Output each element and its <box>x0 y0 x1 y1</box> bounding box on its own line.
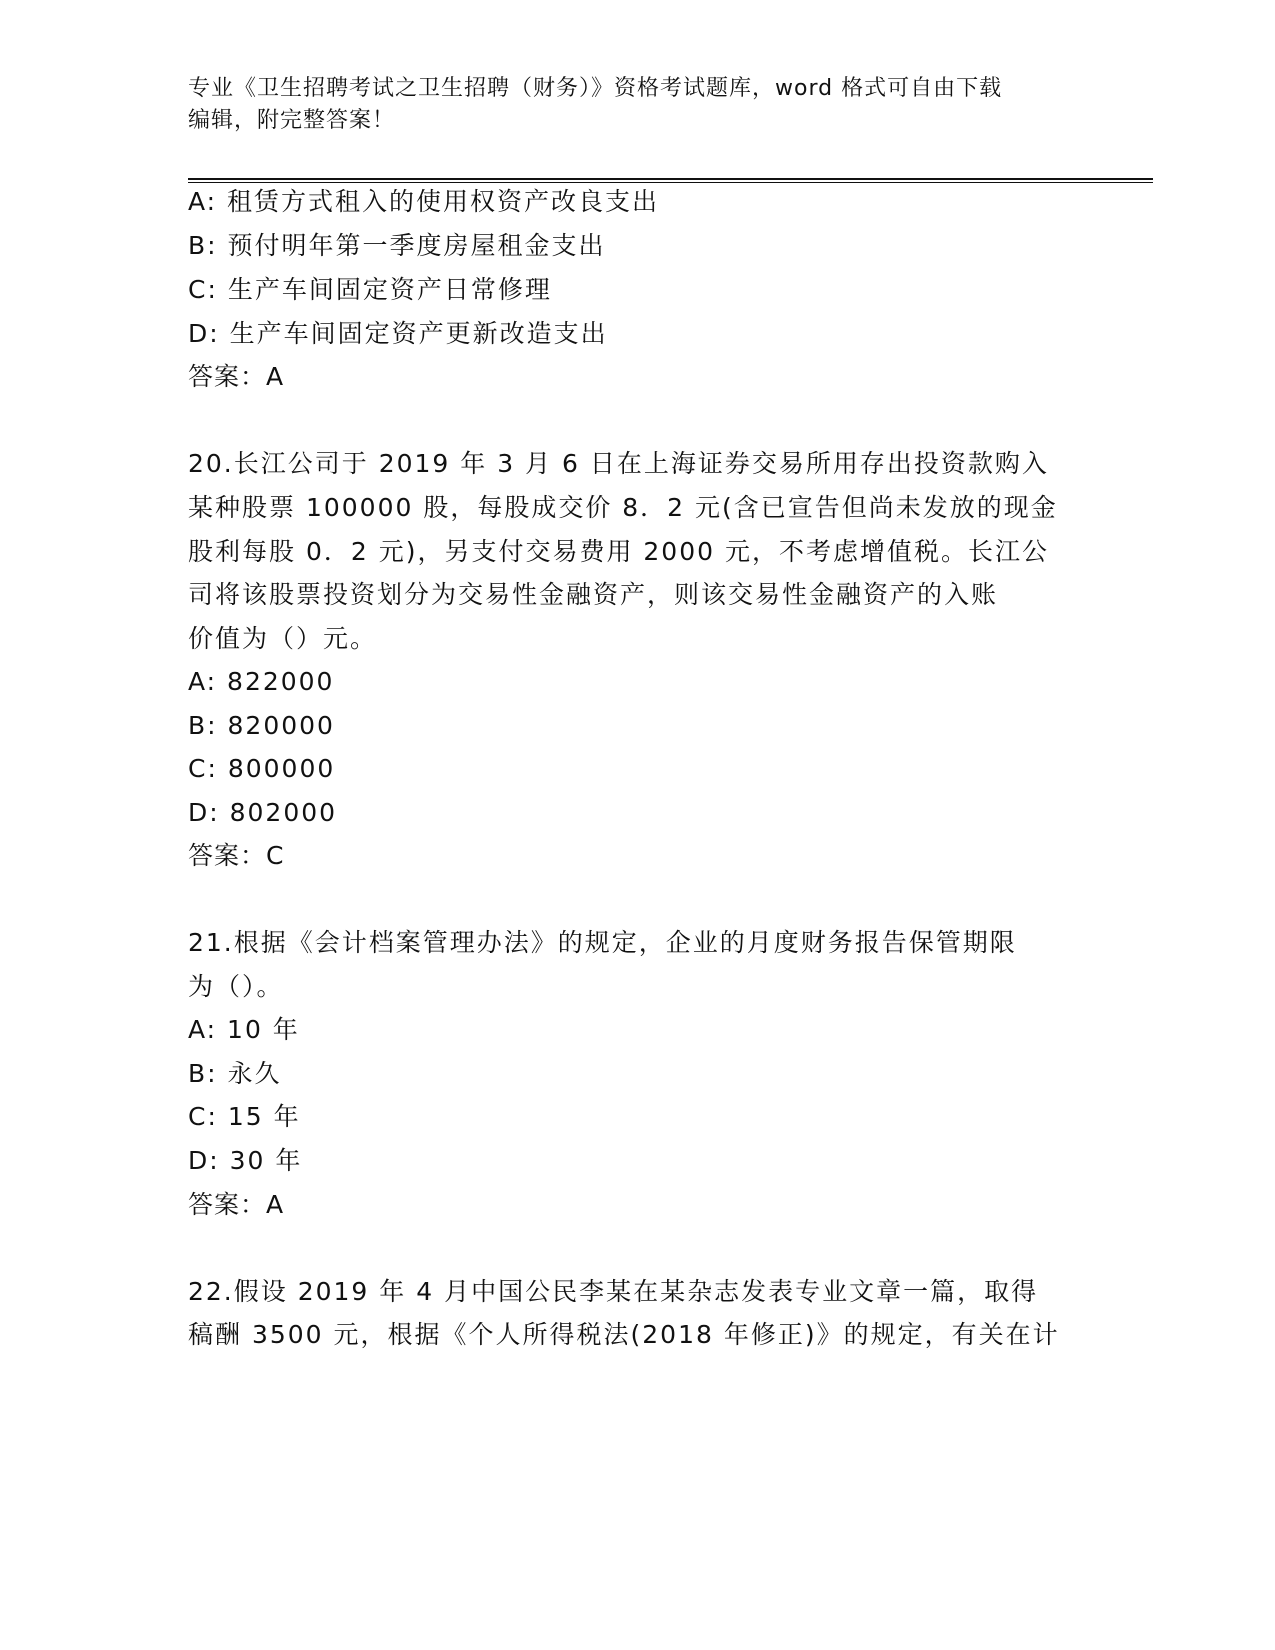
q21-option-a: A: 10 年 <box>188 1015 300 1044</box>
q20-option-b: B: 820000 <box>188 711 335 740</box>
q20-text-line-2: 某种股票 100000 股，每股成交价 8．2 元(含已宣告但尚未发放的现金 <box>188 493 1058 522</box>
header-divider <box>188 178 1153 183</box>
q22-text-line-1: 22.假设 2019 年 4 月中国公民李某在某杂志发表专业文章一篇，取得 <box>188 1277 1039 1306</box>
q20-option-d: D: 802000 <box>188 798 338 827</box>
q20-answer: 答案：C <box>188 841 285 870</box>
q20-option-c: C: 800000 <box>188 754 336 783</box>
q19-option-a: A: 租赁方式租入的使用权资产改良支出 <box>188 187 660 216</box>
q21-answer: 答案：A <box>188 1190 285 1219</box>
q20-text-line-5: 价值为（）元。 <box>188 624 378 653</box>
header-line-1: 专业《卫生招聘考试之卫生招聘（财务）》资格考试题库，word 格式可自由下载 <box>188 76 1003 101</box>
q20-text-line-3: 股利每股 0．2 元)，另支付交易费用 2000 元，不考虑增值税。长江公 <box>188 537 1049 566</box>
q20-text-line-4: 司将该股票投资划分为交易性金融资产，则该交易性金融资产的入账 <box>188 580 999 609</box>
q21-text-line-1: 21.根据《会计档案管理办法》的规定，企业的月度财务报告保管期限 <box>188 928 1017 957</box>
q22-text-line-2: 稿酬 3500 元，根据《个人所得税法(2018 年修正)》的规定，有关在计 <box>188 1320 1060 1349</box>
q21-option-d: D: 30 年 <box>188 1146 303 1175</box>
q21-option-c: C: 15 年 <box>188 1102 301 1131</box>
q19-option-d: D: 生产车间固定资产更新改造支出 <box>188 319 608 348</box>
q19-answer: 答案：A <box>188 362 285 391</box>
q20-option-a: A: 822000 <box>188 667 335 696</box>
document-header <box>188 73 1088 137</box>
q19-option-b: B: 预付明年第一季度房屋租金支出 <box>188 231 606 260</box>
q21-option-b: B: 永久 <box>188 1059 282 1088</box>
header-line-2: 编辑，附完整答案！ <box>188 108 396 133</box>
q19-option-c: C: 生产车间固定资产日常修理 <box>188 275 552 304</box>
q21-text-line-2: 为（）。 <box>188 972 284 1001</box>
q20-text-line-1: 20.长江公司于 2019 年 3 月 6 日在上海证券交易所用存出投资款购入 <box>188 449 1049 478</box>
